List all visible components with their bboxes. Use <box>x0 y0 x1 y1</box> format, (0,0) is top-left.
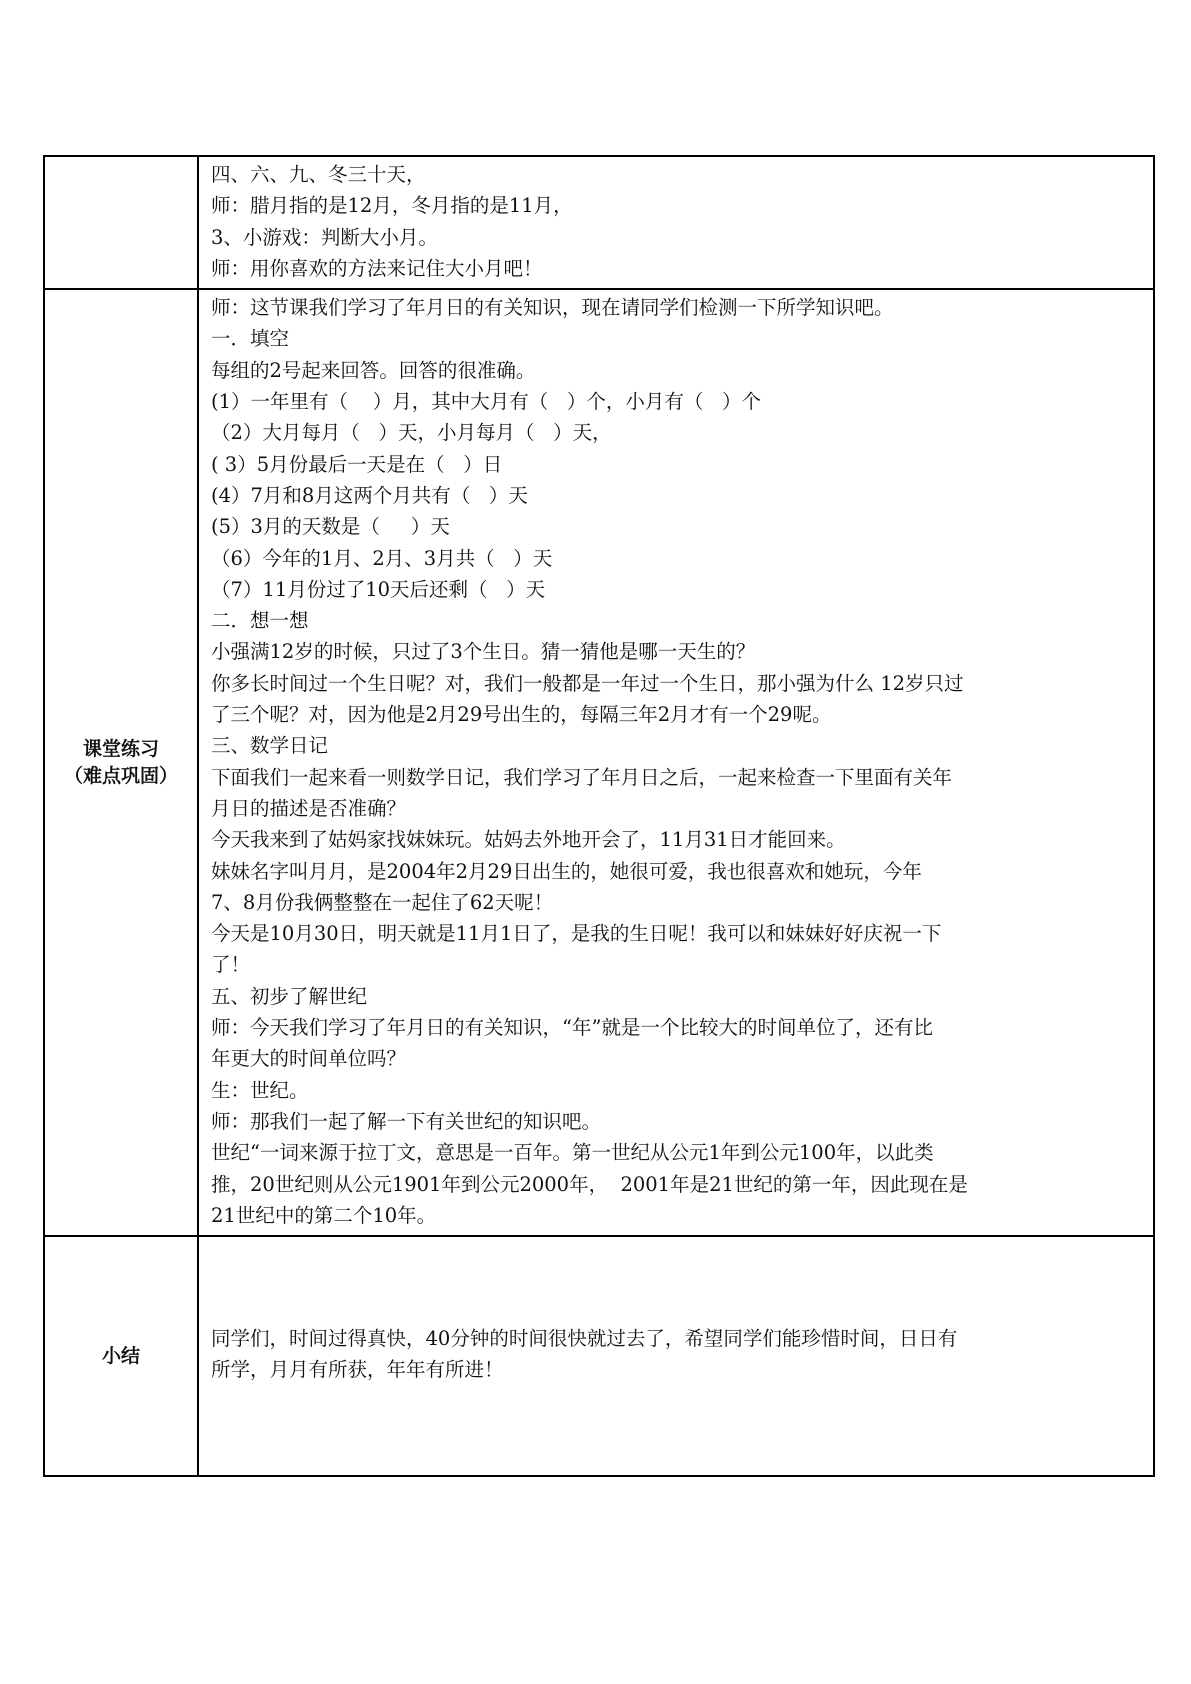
text-line: (4）7月和8月这两个月共有（ ）天 <box>211 483 528 507</box>
row-label-cell <box>44 1236 198 1476</box>
text-line: 同学们，时间过得真快，40分钟的时间很快就过去了，希望同学们能珍惜时间，日日有 <box>211 1326 958 1350</box>
table-row <box>44 1236 1154 1476</box>
text-line: （7）11月份过了10天后还剩（ ）天 <box>211 577 546 601</box>
text-line: ( 3）5月份最后一天是在（ ）日 <box>211 452 503 476</box>
text-line: 21世纪中的第二个10年。 <box>211 1203 437 1227</box>
content-cell <box>198 156 1154 289</box>
text-line: 师：用你喜欢的方法来记住大小月吧！ <box>211 256 543 280</box>
text-line: 四、六、九、冬三十天， <box>211 163 426 186</box>
text-line: 三、数学日记 <box>211 734 329 758</box>
text-line: 所学，月月有所获，年年有所进！ <box>211 1358 504 1382</box>
table-row <box>44 289 1154 1236</box>
text-line: 今天是10月30日，明天就是11月1日了，是我的生日呢！我可以和妹妹好好庆祝一下 <box>211 922 942 946</box>
content-cell <box>198 1236 1154 1476</box>
table-row <box>44 156 1154 289</box>
text-line: 了三个呢？对，因为他是2月29号出生的，每隔三年2月才有一个29呢。 <box>211 703 832 727</box>
text-line: (5）3月的天数是（ ）天 <box>211 515 450 539</box>
row-sublabel: （难点巩固） <box>63 764 178 787</box>
text-line: 下面我们一起来看一则数学日记，我们学习了年月日之后，一起来检查一下里面有关年 <box>211 765 953 789</box>
text-line: 生：世纪。 <box>211 1078 309 1102</box>
text-line: 小强满12岁的时候，只过了3个生日。猜一猜他是哪一天生的？ <box>211 640 756 664</box>
text-line: 一．填空 <box>211 327 290 351</box>
text-line: 3、小游戏：判断大小月。 <box>211 225 438 249</box>
row-label-cell <box>44 289 198 1236</box>
text-line: （6）今年的1月、2月、3月共（ ）天 <box>211 546 553 570</box>
text-line: 年更大的时间单位吗？ <box>211 1047 407 1071</box>
text-line: 二．想一想 <box>211 609 309 633</box>
text-line: 五、初步了解世纪 <box>211 984 368 1008</box>
row-label: 小结 <box>101 1344 140 1367</box>
row-label-cell <box>44 156 198 289</box>
text-line: 师：今天我们学习了年月日的有关知识，“年”就是一个比较大的时间单位了，还有比 <box>211 1016 933 1040</box>
text-line: 你多长时间过一个生日呢？对，我们一般都是一年过一个生日，那小强为什么 12岁只过 <box>211 671 964 695</box>
text-line: 7、8月份我俩整整在一起住了62天呢！ <box>211 890 554 914</box>
text-line: 世纪“一词来源于拉丁文，意思是一百年。第一世纪从公元1年到公元100年，以此类 <box>211 1141 934 1165</box>
text-line: 师：这节课我们学习了年月日的有关知识，现在请同学们检测一下所学知识吧。 <box>211 296 894 320</box>
text-line: （2）大月每月（ ）天，小月每月（ ）天， <box>211 421 612 445</box>
content-cell <box>198 289 1154 1236</box>
text-line: 今天我来到了姑妈家找妹妹玩。姑妈去外地开会了，11月31日才能回来。 <box>211 828 846 852</box>
text-line: 了！ <box>211 953 251 977</box>
text-line: 师：那我们一起了解一下有关世纪的知识吧。 <box>211 1109 602 1133</box>
text-line: 妹妹名字叫月月，是2004年2月29日出生的，她很可爱，我也很喜欢和她玩，今年 <box>211 859 922 883</box>
lesson-plan-table <box>43 155 1155 1477</box>
text-line: 推，20世纪则从公元1901年到公元2000年， 2001年是21世纪的第一年，因此现在是 <box>211 1172 968 1196</box>
text-line: 师：腊月指的是12月，冬月指的是11月， <box>211 194 573 218</box>
text-line: 每组的2号起来回答。回答的很准确。 <box>211 358 536 382</box>
text-line: (1）一年里有（ ）月，其中大月有（ ）个，小月有（ ）个 <box>211 390 761 414</box>
text-line: 月日的描述是否准确？ <box>211 796 407 820</box>
row-label: 课堂练习 <box>82 737 159 760</box>
